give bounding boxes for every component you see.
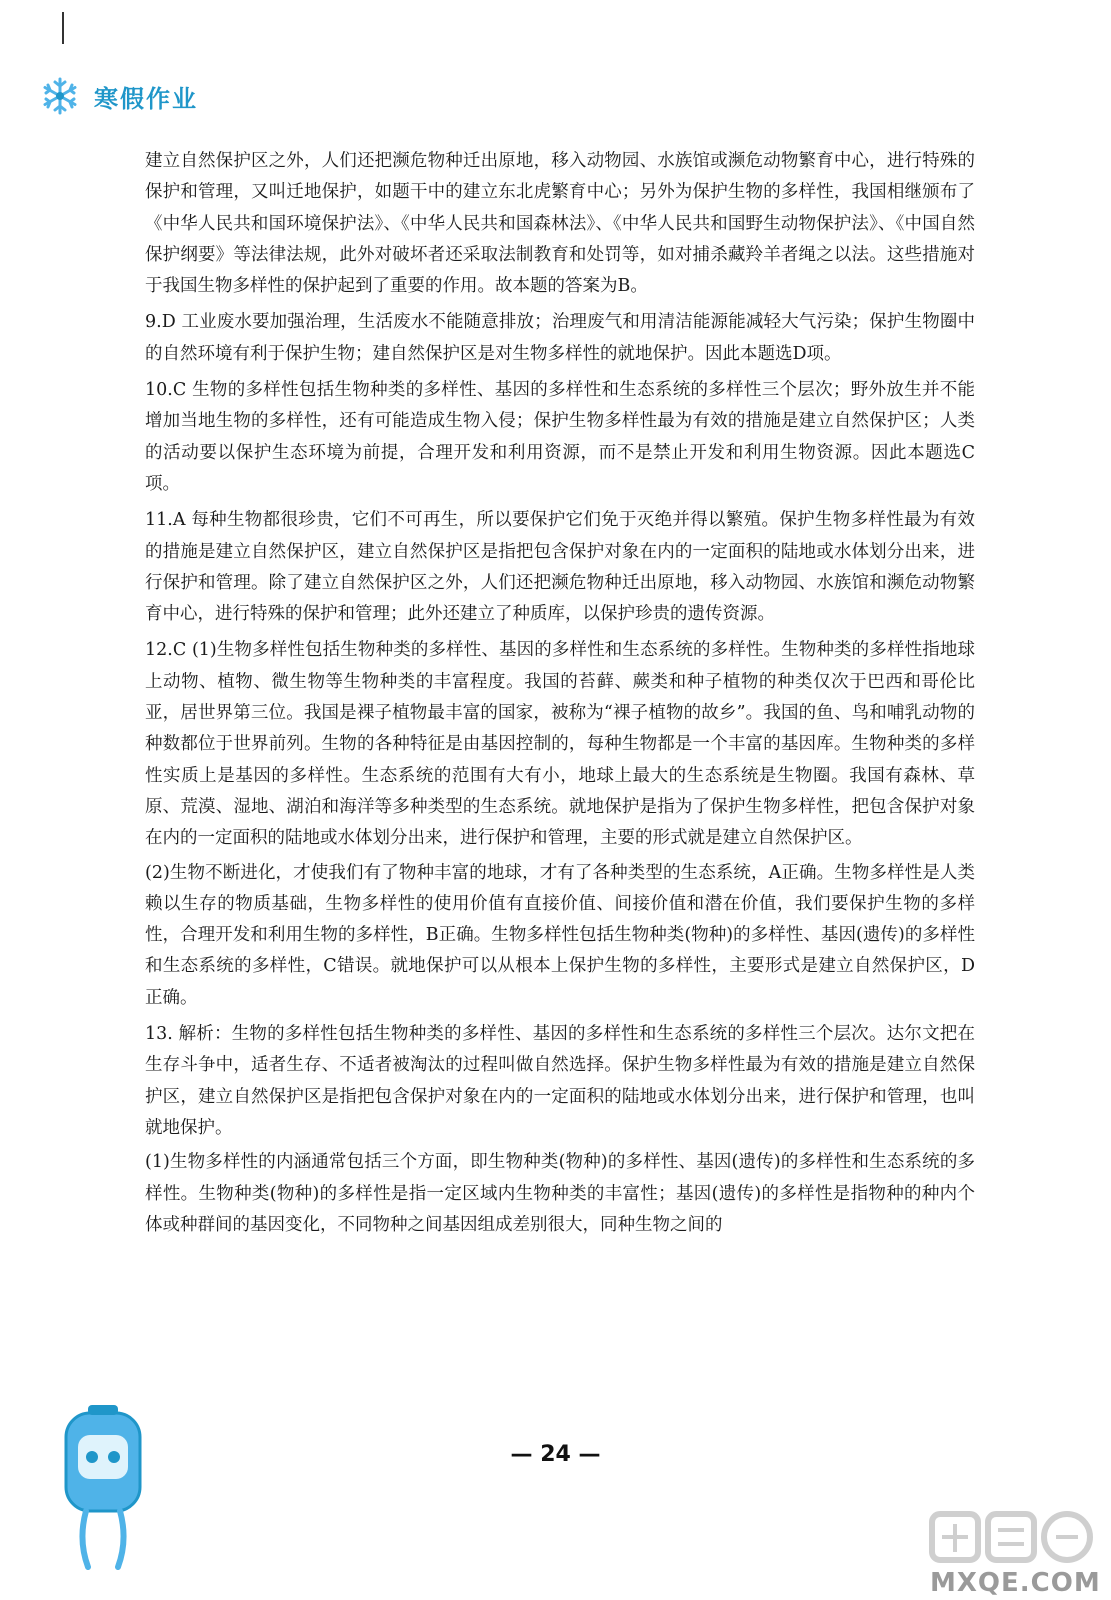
answer-item-12-part-2 xyxy=(145,858,975,1014)
page-header xyxy=(40,74,198,118)
page-number: — 24 — xyxy=(510,1442,601,1467)
answer-text: 生物的多样性包括生物种类的多样性、基因的多样性和生态系统的多样性三个层次；野外放生并不能增加当地生物的多样性，还有可能造成生物入侵；保护生物多样性最为有效的措施是建立自然保护区；人类的活动要以保护生态环境为前提，合理开发和利用资源，而不是禁止开发和利用生物资源。因此本题选C项。 xyxy=(145,380,975,494)
answer-text: 每种生物都很珍贵，它们不可再生，所以要保护它们免于灭绝并得以繁殖。保护生物多样性最为有效的措施是建立自然保护区，建立自然保护区是指把包含保护对象在内的一定面积的陆地或水体划分出来，进行保护和管理。除了建立自然保护区之外，人们还把濒危物种迁出原地，移入动物园、水族馆和濒危动物繁育中心，进行特殊的保护和管理；此外还建立了种质库，以保护珍贵的遗传资源。 xyxy=(145,510,975,625)
answer-item-11 xyxy=(145,505,975,630)
intro-paragraph: 建立自然保护区之外，人们还把濒危物种迁出原地，移入动物园、水族馆或濒危动物繁育中心，进行特殊的保护和管理，又叫迁地保护，如题干中的建立东北虎繁育中心；另外为保护生物的多样性，我国相继颁布了《中华人民共和国环境保护法》、《中华人民共和国森林法》、《中华人民共和国野生动物保护法》、《中国自然保护纲要》等法律法规，此外对破坏者还采取法制教育和处罚等，如对捕杀藏羚羊者绳之以法。这些措施对于我国生物多样性的保护起到了重要的作用。故本题的答案为B。 xyxy=(145,151,975,297)
answer-item-12 xyxy=(145,635,975,854)
header-title: 寒假作业 xyxy=(94,84,198,113)
page-edge-mark xyxy=(62,12,64,44)
answer-text: 解析：生物的多样性包括生物种类的多样性、基因的多样性和生态系统的多样性三个层次。达尔文把在生存斗争中，适者生存、不适者被淘汰的过程叫做自然选择。保护生物多样性最为有效的措施是建立自然保护区，建立自然保护区是指把包含保护对象在内的一定面积的陆地或水体划分出来，进行保护和管理，也叫就地保护。 xyxy=(145,1024,975,1138)
answer-text: 工业废水要加强治理，生活废水不能随意排放；治理废气和用清洁能源能减轻大气污染；保护生物圈中的自然环境有利于保护生物；建自然保护区是对生物多样性的就地保护。因此本题选D项。 xyxy=(145,312,975,364)
answer-number: 9.D xyxy=(145,312,176,333)
answer-text: (2)生物不断进化，才使我们有了物种丰富的地球，才有了各种类型的生态系统，A正确。生物多样性是人类赖以生存的物质基础，生物多样性的使用价值有直接价值、间接价值和潜在价值，我们要保护生物的多样性，合理开发和利用生物的多样性，B正确。生物多样性包括生物种类(物种)的多样性、基因(遗传)的多样性和生态系统的多样性，C错误。就地保护可以从根本上保护生物的多样性，主要形式是建立自然保护区，D正确。 xyxy=(145,862,975,1008)
answer-number: 11.A xyxy=(145,510,186,531)
snowflake-icon xyxy=(40,76,80,116)
answer-number: 12.C xyxy=(145,640,187,661)
answer-number: 13. xyxy=(145,1024,173,1045)
answer-item-13-part-1 xyxy=(145,1147,975,1241)
answer-text: (1)生物多样性的内涵通常包括三个方面，即生物种类(物种)的多样性、基因(遗传)的多样性和生态系统的多样性。生物种类(物种)的多样性是指一定区域内生物种类的丰富性；基因(遗传)的多样性是指物种的种内个体或种群间的基因变化，不同物种之间基因组成差别很大，同种生物之间的 xyxy=(145,1152,975,1235)
watermark-site: MXQE.COM xyxy=(930,1568,1101,1598)
mascot-lantern-icon xyxy=(58,1405,148,1575)
answer-item-10 xyxy=(145,375,975,500)
answer-item-13 xyxy=(145,1019,975,1144)
answer-item-9 xyxy=(145,307,975,370)
answer-text: (1)生物多样性包括生物种类的多样性、基因的多样性和生态系统的多样性。生物种类的多样性指地球上动物、植物、微生物等生物种类的丰富程度。我国的苔藓、蕨类和种子植物的种类仅次于巴西和哥伦比亚，居世界第三位。我国是裸子植物最丰富的国家，被称为“裸子植物的故乡”。我国的鱼、鸟和哺乳动物的种数都位于世界前列。生物的各种特征是由基因控制的，每种生物都是一个丰富的基因库。生物种类的多样性实质上是基因的多样性。生态系统的范围有大有小，地球上最大的生态系统是生物圈。我国有森林、草原、荒漠、湿地、湖泊和海洋等多种类型的生态系统。就地保护是指为了保护生物多样性，把包含保护对象在内的一定面积的陆地或水体划分出来，进行保护和管理，主要的形式就是建立自然保护区。 xyxy=(145,640,975,849)
answer-content xyxy=(145,146,975,1241)
answer-number: 10.C xyxy=(145,380,187,401)
